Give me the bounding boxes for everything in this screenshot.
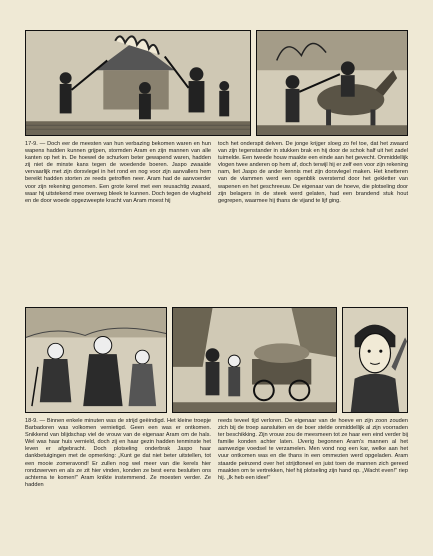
caption-18-9-right [218,418,408,482]
farmwife-illustration [26,308,166,412]
comic-panel-loading-cart [172,307,337,413]
caption-18-9-right-text: reeds teveel tijd verloren. De eigenaar van de hoeve en zijn zoon zouden zich bij de troep aansluiten en de boer stelde onmiddellijk al zijn voorraden ter beschikking. Zijn vrouw zou de meesmeen tot ze haar een eind verder bij familie konden achter laten. IJverig begonnen Aram's mannen al het aanwezige voedsel te verzamelen. Men vond nog een kar, welke aan het vuur ontkomen was en die thans in een ommezien werd opgeladen. Aram staarde peinzend over het strijdtoneel en juist toen de mannen zich gereed maakten om te vertrekken, hief hij plotseling zijn hand op. „Wacht even!" riep hij. „Ik heb een idee!" [218,418,408,481]
caption-17-9-left-text: 17-9. — Doch eer de meesten van hun verbazing bekomen waren en hun wapens hadden kunnen grijpen, stormden Aram en zijn mannen van alle kanten op het in. De hoewel de schurken beter gewapend waren, hadden zij niet de minste kans tegen de woedende boeren. Jaspo zwaaide vervaarlijk met zijn dorsvlegel in het rond en nog voor zijn aanvallers hem bereikt hadden storten ze reeds getroffen neer. Aram had de aanvoerder voor zijn rekening genomen. Een grote kerel met een reusachtig zwaard, waar hij uitstekend mee overweg bleek te kunnen. Doch tegen de vlugheid en de door woede opgezweepte kracht van Aram moest hij [25,141,211,204]
comic-panel-duel [256,30,408,136]
comic-panel-battle [25,30,251,136]
caption-17-9-right-text: toch het onderspit delven. De jonge krijger sloeg zo fel toe, dat het zwaard van zijn tegenstander in stukken brak en hij door de schok half uit het zadel tuimelde. Een tweede houw maakte een einde aan het gevecht. Onmiddellijk vlogen twee anderen op hem af, doch terwijl hij er zelf een voor zijn rekening nam, liet Jaspo de ander kennis met zijn dorsvlegel maken. Het knetteren van de vlammen werd een ogenblik overstemd door het gekletter van wapenen en het geschreeuw. De eigenaar van de hoeve, die plotseling door zijn belagers in de steek werd gelaten, had een brandend stuk hout gegrepen, waarmee hij thans de vijand te lijf ging. [218,141,408,204]
duel-illustration [257,31,407,135]
comic-panel-farmwife [25,307,167,413]
comic-panel-aram-portrait [342,307,408,413]
battle-illustration [26,31,250,135]
caption-18-9-left-text: 18-9. — Binnen enkele minuten was de strijd geëindigd. Het kleine troepje Barbadoren was volkomen vernietigd. Geen een was er ontkomen. Snikkend van blijdschap viel de vrouw van de eigenaar Aram om de hals. Wel was haar huis vernield, doch zij en haar gezin hadden tenminste het leven er afgebracht. Doch plotseling onderbrak Jaspo haar dankbetuigingen met de opmerking: „Kunt ge dat niet beter uitstellen, tot een mooie zomeravond! Er zullen nog wel meer van die kerels hier rondzwerven en als ze zit hier vinden, konden ze best eens besluiten ons achterna te komen!" Aram knikte instemmend. Ze moesten verder. Ze hadden [25,418,211,488]
loading-cart-illustration [173,308,336,412]
caption-17-9-left [25,141,211,205]
caption-17-9-right [218,141,408,205]
aram-portrait-illustration [343,308,407,412]
caption-18-9-left [25,418,211,489]
